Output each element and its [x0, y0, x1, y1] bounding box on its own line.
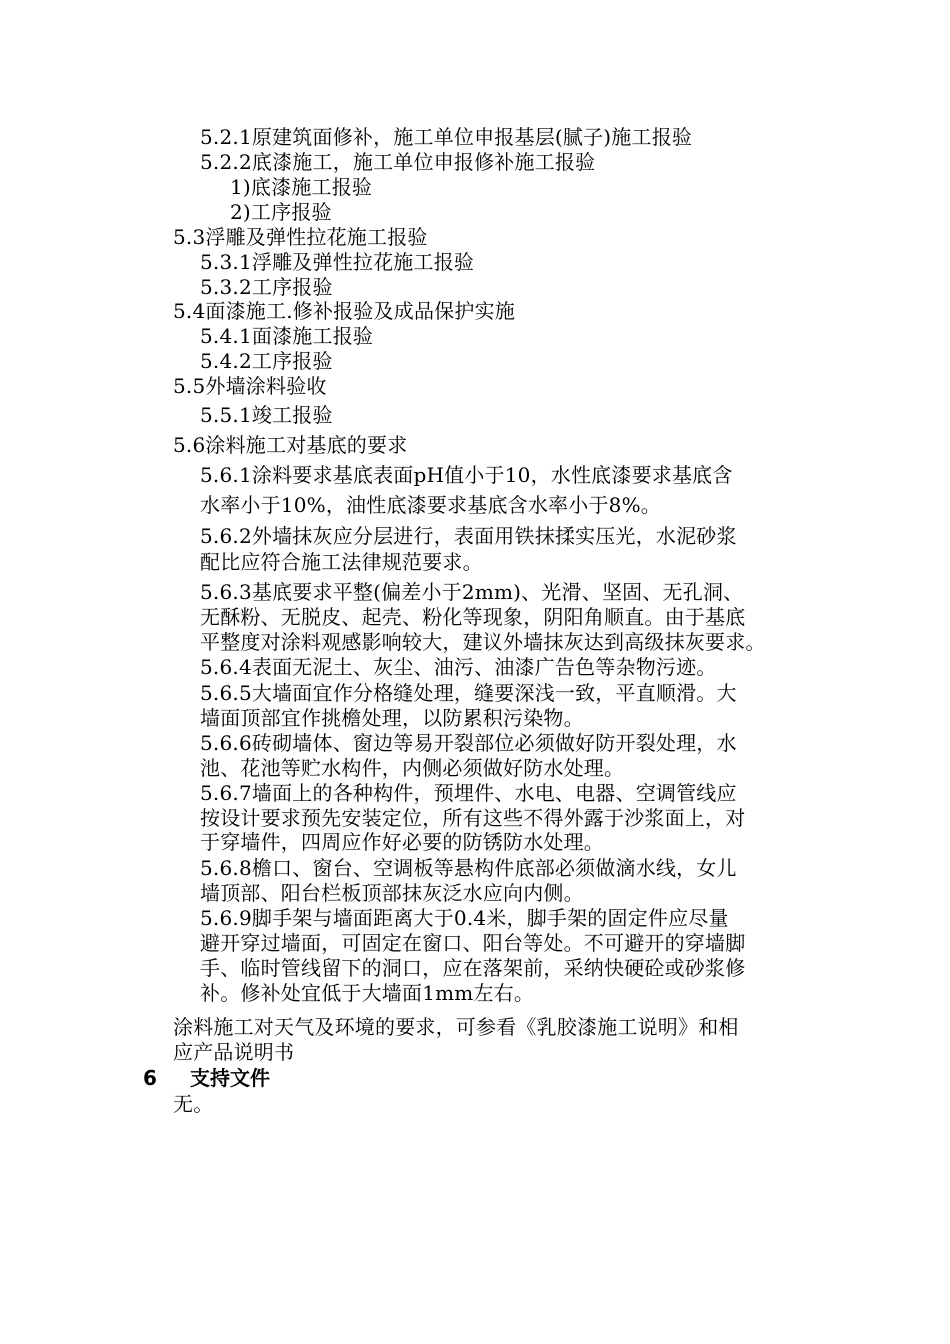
section-6-body: 无。: [173, 1092, 214, 1116]
text-line-weather-note: 涂料施工对天气及环境的要求，可参看《乳胶漆施工说明》和相: [173, 1015, 739, 1039]
section-6-number: 6: [143, 1066, 157, 1090]
text-line-5-6: 5.6涂料施工对基底的要求: [173, 433, 408, 457]
text-line-5-6-1-cont: 水率小于10%，油性底漆要求基底含水率小于8%。: [200, 493, 661, 517]
text-line-5-5: 5.5外墙涂料验收: [173, 374, 327, 398]
text-line-5-2-2: 5.2.2底漆施工，施工单位申报修补施工报验: [200, 150, 596, 174]
text-line-5-6-7-cont1: 按设计要求预先安装定位，所有这些不得外露于沙浆面上，对: [200, 806, 746, 830]
text-line-5-6-6-cont: 池、花池等贮水构件，内侧必须做好防水处理。: [200, 756, 625, 780]
text-line-5-6-7: 5.6.7墙面上的各种构件，预埋件、水电、电器、空调管线应: [200, 781, 737, 805]
text-line-5-3-2: 5.3.2工序报验: [200, 275, 333, 299]
text-line-5-2-2-item1: 1)底漆施工报验: [230, 175, 373, 199]
text-line-5-4: 5.4面漆施工.修补报验及成品保护实施: [173, 299, 515, 323]
text-line-5-4-1: 5.4.1面漆施工报验: [200, 324, 374, 348]
text-line-5-6-8-cont: 墙顶部、阳台栏板顶部抹灰泛水应向内侧。: [200, 881, 584, 905]
text-line-5-6-8: 5.6.8檐口、窗台、空调板等悬构件底部必须做滴水线，女儿: [200, 856, 737, 880]
text-line-5-3-1: 5.3.1浮雕及弹性拉花施工报验: [200, 250, 475, 274]
text-line-5-3: 5.3浮雕及弹性拉花施工报验: [173, 225, 428, 249]
text-line-5-4-2: 5.4.2工序报验: [200, 349, 333, 373]
text-line-5-6-9-cont1: 避开穿过墙面，可固定在窗口、阳台等处。不可避开的穿墙脚: [200, 931, 746, 955]
text-line-weather-note-cont: 应产品说明书: [173, 1040, 295, 1064]
text-line-5-6-5: 5.6.5大墙面宜作分格缝处理，缝要深浅一致，平直顺滑。大: [200, 681, 737, 705]
text-line-5-2-2-item2: 2)工序报验: [230, 200, 332, 224]
text-line-5-6-5-cont: 墙面顶部宜作挑檐处理，以防累积污染物。: [200, 706, 584, 730]
text-line-5-6-6: 5.6.6砖砌墙体、窗边等易开裂部位必须做好防开裂处理，水: [200, 731, 737, 755]
text-line-5-6-7-cont2: 于穿墙件，四周应作好必要的防锈防水处理。: [200, 830, 604, 854]
section-6-title: 支持文件: [190, 1066, 270, 1090]
text-line-5-6-4: 5.6.4表面无泥土、灰尘、油污、油漆广告色等杂物污迹。: [200, 655, 717, 679]
text-line-5-6-2-cont: 配比应符合施工法律规范要求。: [200, 550, 483, 574]
text-line-5-2-1: 5.2.1原建筑面修补，施工单位申报基层(腻子)施工报验: [200, 125, 693, 149]
text-line-5-6-2: 5.6.2外墙抹灰应分层进行，表面用铁抹揉实压光，水泥砂浆: [200, 524, 737, 548]
text-line-5-6-3: 5.6.3基底要求平整(偏差小于2mm)、光滑、坚固、无孔洞、: [200, 580, 744, 604]
text-line-5-6-1: 5.6.1涂料要求基底表面pH值小于10，水性底漆要求基底含: [200, 463, 733, 487]
text-line-5-6-3-cont2: 平整度对涂料观感影响较大，建议外墙抹灰达到高级抹灰要求。: [200, 630, 766, 654]
text-line-5-6-9-cont3: 补。修补处宜低于大墙面1mm左右。: [200, 981, 535, 1005]
text-line-5-6-3-cont1: 无酥粉、无脱皮、起壳、粉化等现象，阴阳角顺直。由于基底: [200, 605, 746, 629]
text-line-5-6-9-cont2: 手、临时管线留下的洞口，应在落架前，采纳快硬砼或砂浆修: [200, 956, 746, 980]
text-line-5-6-9: 5.6.9脚手架与墙面距离大于0.4米，脚手架的固定件应尽量: [200, 906, 729, 930]
text-line-5-5-1: 5.5.1竣工报验: [200, 403, 333, 427]
